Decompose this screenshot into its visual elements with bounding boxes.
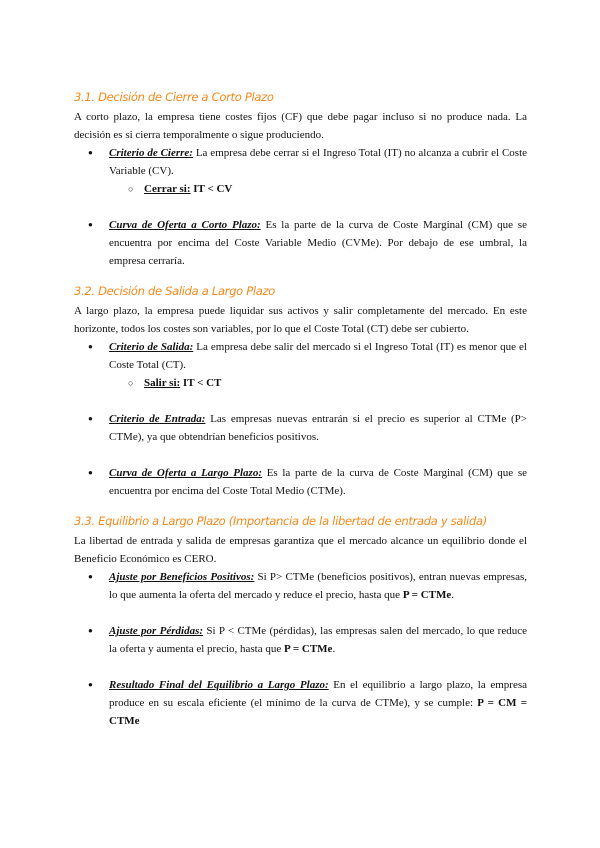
sub-term-label: Salir si: xyxy=(144,377,181,389)
list-item xyxy=(74,338,527,392)
equation: P = CTMe xyxy=(284,643,333,655)
sub-list-item xyxy=(109,180,527,198)
item-text: Las empresas nuevas entrarán si el precio es superior al CTMe (P> CTMe), ya que obtendrían beneficios positivos. xyxy=(109,413,527,443)
term-label: Criterio de Entrada: xyxy=(109,413,206,425)
section-3-2 xyxy=(74,284,527,500)
bullet-list xyxy=(74,144,527,270)
list-spacer xyxy=(74,446,527,464)
section-heading: 3.2. Decisión de Salida a Largo Plazo xyxy=(74,284,276,298)
term-label: Ajuste por Pérdidas: xyxy=(109,625,204,637)
term-label: Criterio de Cierre: xyxy=(109,147,193,159)
item-text: La empresa debe salir del mercado si el Ingreso Total (IT) es menor que el Coste Total (CT). xyxy=(109,341,527,371)
list-item xyxy=(74,568,527,604)
section-intro: La libertad de entrada y salida de empresas garantiza que el mercado alcance un equilibrio donde el Beneficio Económico es CERO. xyxy=(74,535,527,565)
list-spacer xyxy=(74,198,527,216)
list-item xyxy=(74,144,527,198)
section-heading: 3.3. Equilibrio a Largo Plazo (Importancia de la libertad de entrada y salida) xyxy=(74,514,487,528)
item-text: La empresa debe cerrar si el Ingreso Total (IT) no alcanza a cubrir el Coste Variable (CV). xyxy=(109,147,528,177)
item-text: Si P> CTMe (beneficios positivos), entran nuevas empresas, lo que aumenta la oferta del mercado y reduce el precio, hasta que xyxy=(109,571,527,601)
section-intro: A largo plazo, la empresa puede liquidar sus activos y salir completamente del mercado. En este horizonte, todos los costes son variables, por lo que el Coste Total (CT) debe ser cubierto. xyxy=(74,305,527,335)
item-text: En el equilibrio a largo plazo, la empresa produce en su escala eficiente (el mínimo de la curva de CTMe), y se cumple: xyxy=(109,679,527,709)
list-item xyxy=(74,676,527,730)
equation: P = CM = CTMe xyxy=(109,697,527,727)
sub-list-item xyxy=(109,374,527,392)
section-3-1 xyxy=(74,90,527,270)
item-text: Es la parte de la curva de Coste Marginal (CM) que se encuentra por encima del Coste Variable Medio (CVMe). Por debajo de ese umbral, la empresa cerraría. xyxy=(109,219,527,267)
document-content xyxy=(74,90,527,730)
sub-term-label: Cerrar si: xyxy=(144,183,191,195)
bullet-list xyxy=(74,568,527,730)
item-text: Si P < CTMe (pérdidas), las empresas salen del mercado, lo que reduce la oferta y aumenta el precio, hasta que xyxy=(109,625,527,655)
item-tail: . xyxy=(332,643,336,655)
section-heading: 3.1. Decisión de Cierre a Corto Plazo xyxy=(74,90,274,104)
list-spacer xyxy=(74,604,527,622)
term-label: Curva de Oferta a Corto Plazo: xyxy=(109,219,261,231)
equation: P = CTMe xyxy=(402,589,452,601)
bullet-list xyxy=(74,338,527,500)
sub-list xyxy=(109,180,527,198)
item-text: Es la parte de la curva de Coste Marginal (CM) que se encuentra por encima del Coste Total Medio (CTMe). xyxy=(109,467,527,497)
item-tail: . xyxy=(451,589,454,601)
term-label: Resultado Final del Equilibrio a Largo Plazo: xyxy=(109,679,329,691)
sub-value: IT < CT xyxy=(180,377,222,389)
list-spacer xyxy=(74,658,527,676)
term-label: Curva de Oferta a Largo Plazo: xyxy=(109,467,262,479)
section-intro: A corto plazo, la empresa tiene costes fijos (CF) que debe pagar incluso si no produce nada. La decisión es si cierra temporalmente o sigue produciendo. xyxy=(74,111,527,141)
list-spacer xyxy=(74,392,527,410)
term-label: Criterio de Salida: xyxy=(109,341,194,353)
list-item xyxy=(74,216,527,270)
list-item xyxy=(74,464,527,500)
sub-list xyxy=(109,374,527,392)
list-item xyxy=(74,622,527,658)
sub-value: IT < CV xyxy=(190,183,233,195)
term-label: Ajuste por Beneficios Positivos: xyxy=(109,571,255,583)
section-3-3 xyxy=(74,514,527,730)
list-item xyxy=(74,410,527,446)
